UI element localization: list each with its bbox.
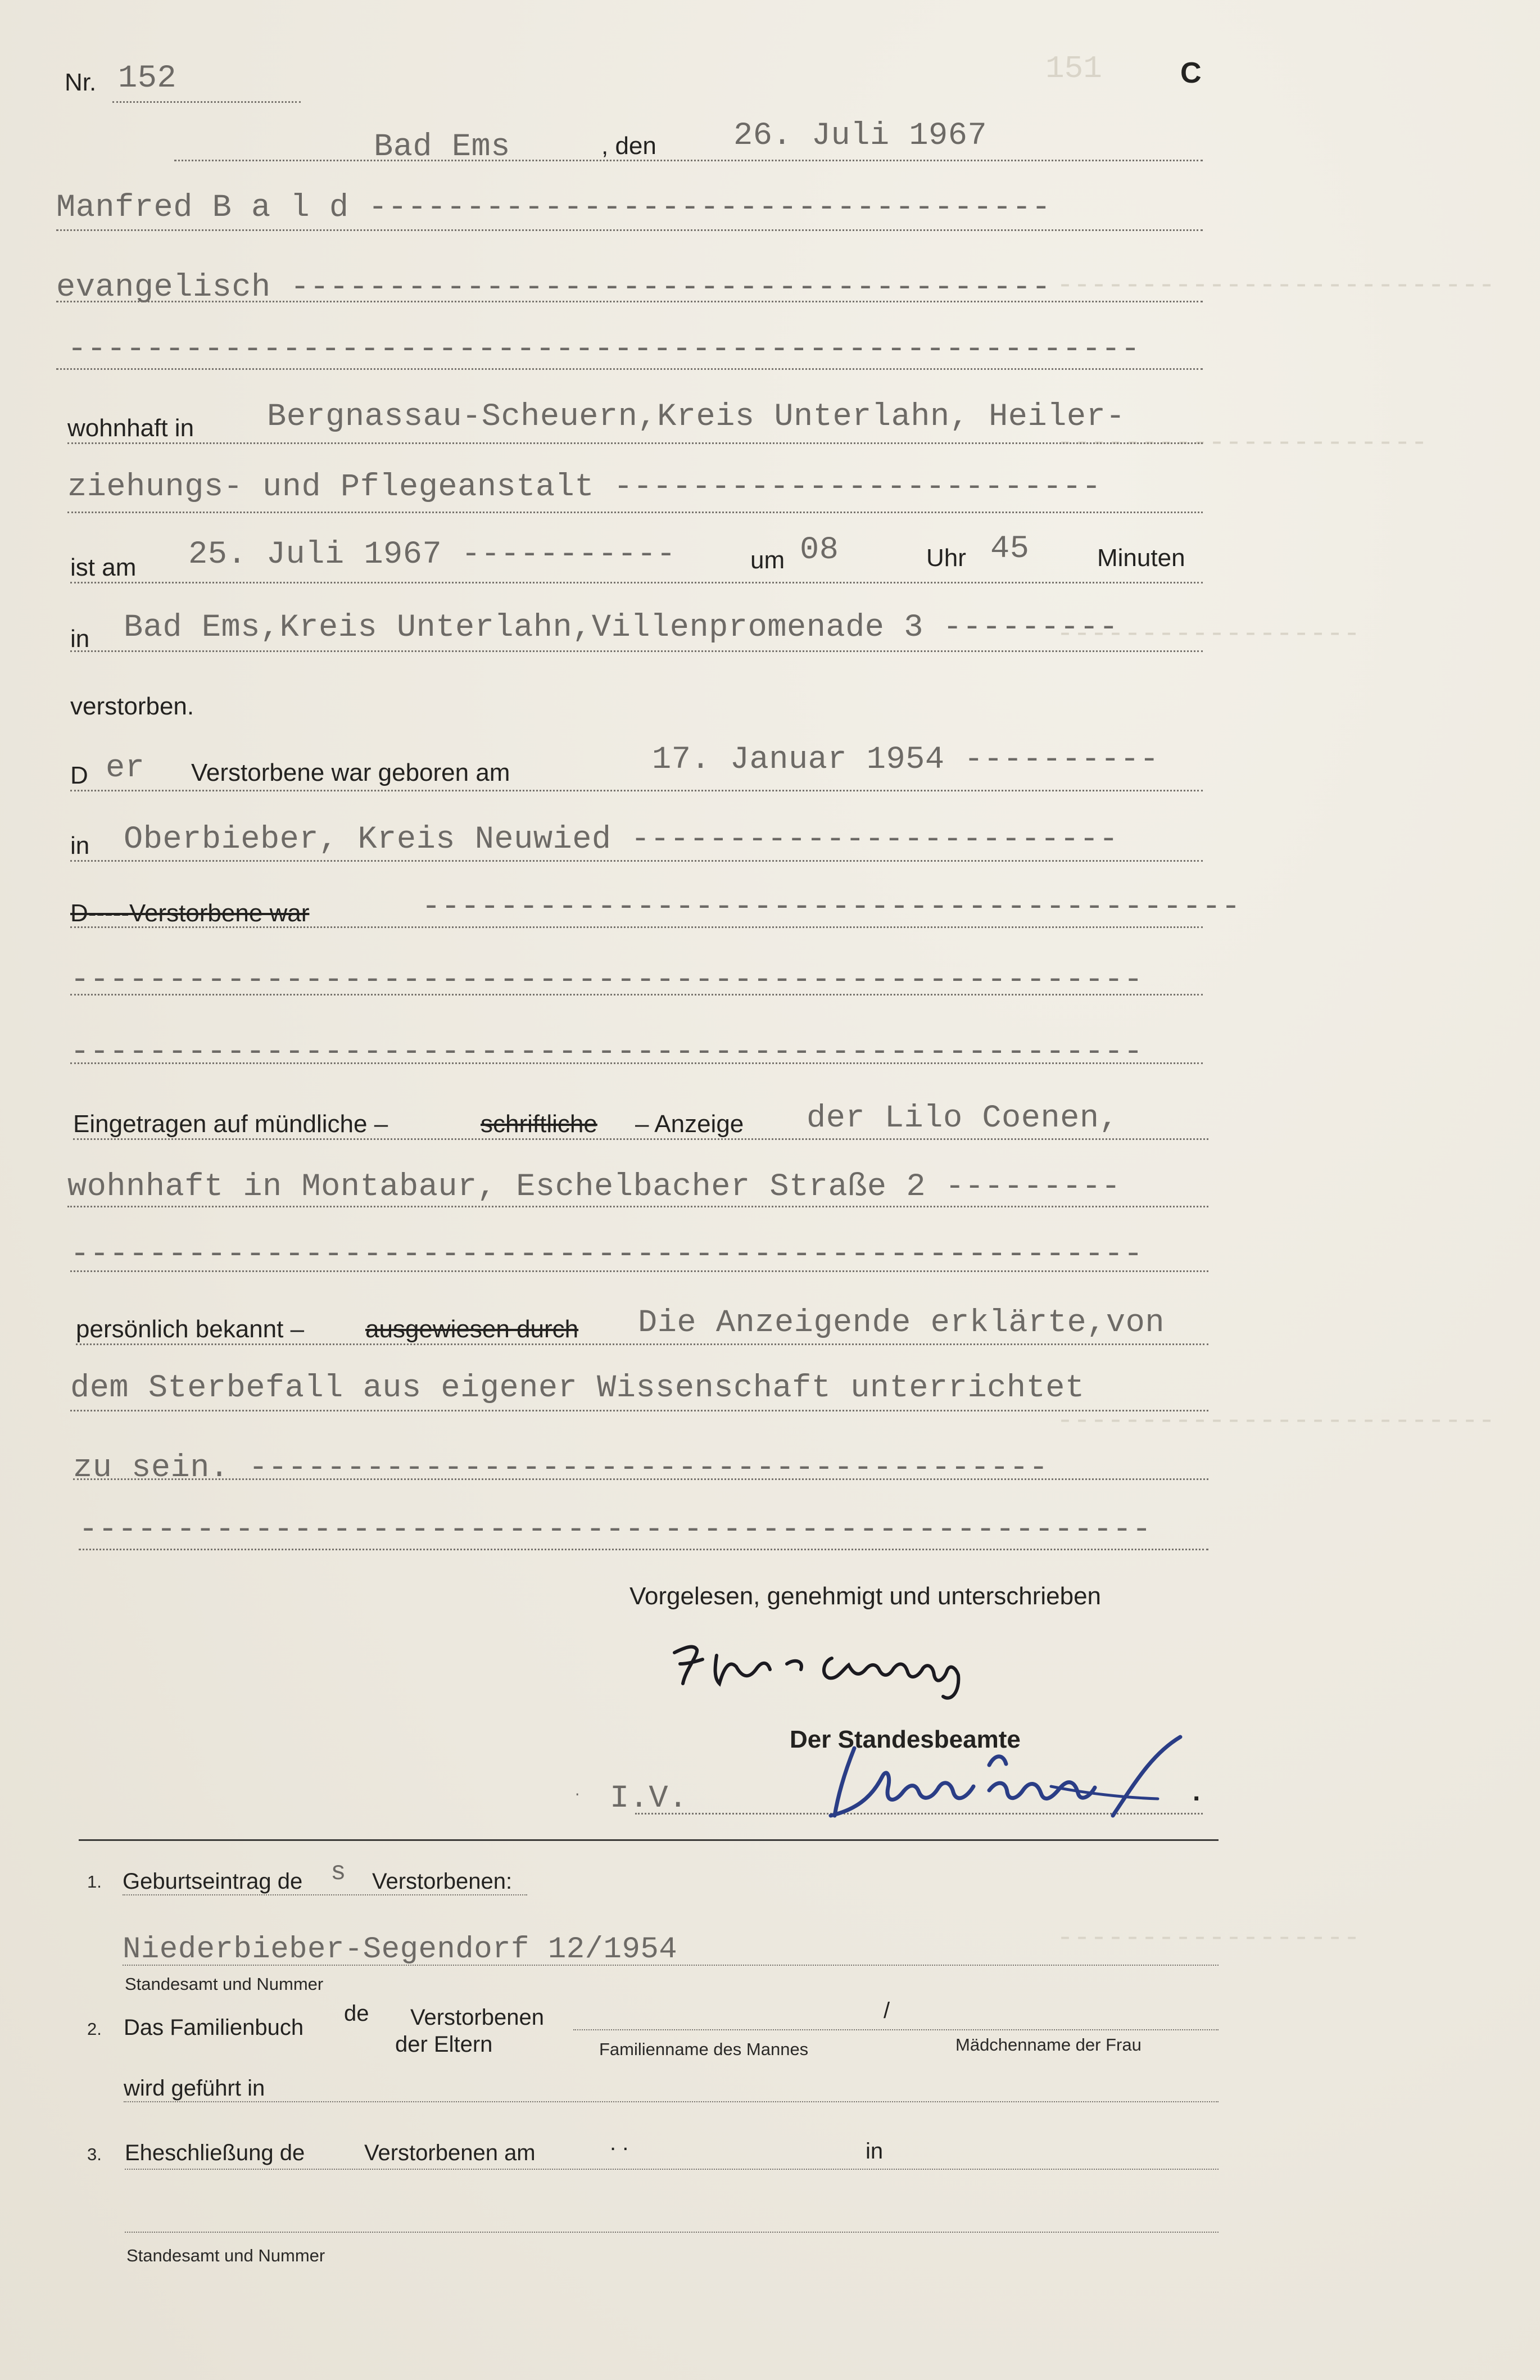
residence-line-2: ziehungs- und Pflegeanstalt -------------------------: [67, 469, 1102, 505]
registrar-signature: [821, 1731, 1214, 1838]
informant-signature: [663, 1630, 1029, 1709]
note-1-label-b: Verstorbenen:: [372, 1869, 513, 1894]
note-2-number: 2.: [87, 2019, 102, 2039]
born-label: Verstorbene war geboren am: [191, 759, 510, 786]
note-1-sublabel: Standesamt und Nummer: [125, 1974, 324, 1994]
blank-line-1: -------------------------------------------------------: [70, 962, 1143, 998]
birth-date: 17. Januar 1954 ----------: [652, 742, 1159, 778]
ausgewiesen-struck: ausgewiesen durch: [365, 1315, 579, 1343]
note-2-gefuehrt: wird geführt in: [124, 2076, 265, 2101]
den-label: , den: [601, 132, 656, 160]
death-place: Bad Ems,Kreis Unterlahn,Villenpromenade 3 ---------: [124, 610, 1118, 646]
residence-label: wohnhaft in: [67, 414, 194, 442]
religion-continuation: -------------------------------------------------------: [67, 332, 1140, 368]
statement-line-1: Die Anzeigende erklärte,von: [638, 1305, 1165, 1341]
statement-line-3: zu sein. -----------------------------------------: [73, 1450, 1049, 1486]
um-label: um: [750, 546, 785, 574]
persoenlich-bekannt-label: persönlich bekannt –: [76, 1315, 305, 1343]
informant-residence: wohnhaft in Montabaur, Eschelbacher Straße 2 ---------: [67, 1169, 1121, 1205]
deceased-religion: evangelisch ---------------------------------------: [56, 270, 1051, 306]
show-through-text: --------------------------: [1057, 270, 1496, 302]
death-hour: 08: [800, 532, 839, 568]
closing-formula: Vorgelesen, genehmigt und unterschrieben: [629, 1582, 1102, 1610]
note-1-number: 1.: [87, 1872, 102, 1892]
blank-line-2: -------------------------------------------------------: [70, 1034, 1143, 1070]
birth-in-label: in: [70, 832, 90, 859]
d-suffix: er: [106, 750, 145, 786]
struck-verstorbene-war: D-----Verstorbene war: [70, 899, 310, 927]
birth-place: Oberbieber, Kreis Neuwied -------------------------: [124, 822, 1118, 858]
residence-line-1: Bergnassau-Scheuern,Kreis Unterlahn, Heiler-: [267, 399, 1126, 435]
nr-value: 152: [118, 61, 177, 97]
show-through-text: ----------------------: [1057, 427, 1428, 459]
registration-date: 26. Juli 1967: [733, 118, 988, 154]
uhr-label: Uhr: [926, 544, 966, 572]
identity-blank-line: -------------------------------------------------------: [79, 1512, 1152, 1548]
informant-name: der Lilo Coenen,: [807, 1101, 1119, 1137]
sig-end-dot: .: [1193, 1777, 1201, 1807]
note-1-suffix: s: [330, 1858, 347, 1887]
note-3-sublabel: Standesamt und Nummer: [126, 2246, 325, 2265]
show-through-text: ------------------: [1057, 1922, 1361, 1954]
iv-label: I.V.: [610, 1781, 688, 1817]
note-3-label: Eheschließung de: [125, 2141, 305, 2165]
struck-line-dashes: ------------------------------------------: [422, 889, 1241, 925]
deceased-name: Manfred B a l d -----------------------------------: [56, 190, 1051, 226]
ist-am-label: ist am: [70, 554, 137, 581]
show-through-number: 151: [1045, 51, 1102, 87]
report-blank-line: -------------------------------------------------------: [70, 1237, 1143, 1273]
eingetragen-label: Eingetragen auf mündliche –: [73, 1110, 388, 1138]
note-2-der-eltern: der Eltern: [395, 2032, 493, 2057]
corner-letter: C: [1180, 57, 1202, 89]
note-2-de: de: [344, 2001, 369, 2026]
nr-label: Nr.: [65, 69, 97, 96]
note-2-verstorbenen: Verstorbenen: [410, 2005, 544, 2030]
note-3-in: in: [866, 2139, 884, 2164]
d-label: D: [70, 762, 88, 789]
schriftliche-struck: schriftliche: [481, 1110, 597, 1138]
sig-dot: .: [573, 1785, 582, 1800]
statement-line-2: dem Sterbefall aus eigener Wissenschaft unterrichtet: [70, 1370, 1085, 1406]
place-of-registration: Bad Ems: [374, 129, 510, 165]
show-through-text: ------------------: [1057, 618, 1361, 650]
death-minute: 45: [990, 531, 1030, 567]
death-in-label: in: [70, 625, 90, 653]
note-3-number: 3.: [87, 2144, 102, 2164]
note-2-label: Das Familienbuch: [124, 2015, 304, 2040]
death-date: 25. Juli 1967 -----------: [188, 537, 676, 573]
note-3-dots: . .: [610, 2130, 629, 2155]
birth-register-entry: Niederbieber-Segendorf 12/1954: [123, 1933, 678, 1967]
note-2-familienname-mann: Familienname des Mannes: [599, 2039, 809, 2059]
note-2-slash: /: [884, 1998, 890, 2023]
note-2-maedchenname: Mädchenname der Frau: [955, 2035, 1142, 2055]
verstorben-label: verstorben.: [70, 693, 194, 720]
show-through-text: --------------------------: [1057, 1405, 1496, 1437]
minuten-label: Minuten: [1097, 544, 1185, 572]
anzeige-label: – Anzeige: [635, 1110, 744, 1138]
official-label: Der Standesbeamte: [790, 1726, 1021, 1753]
note-3-label-b: Verstorbenen am: [364, 2141, 536, 2165]
note-1-label: Geburtseintrag de: [123, 1869, 303, 1894]
